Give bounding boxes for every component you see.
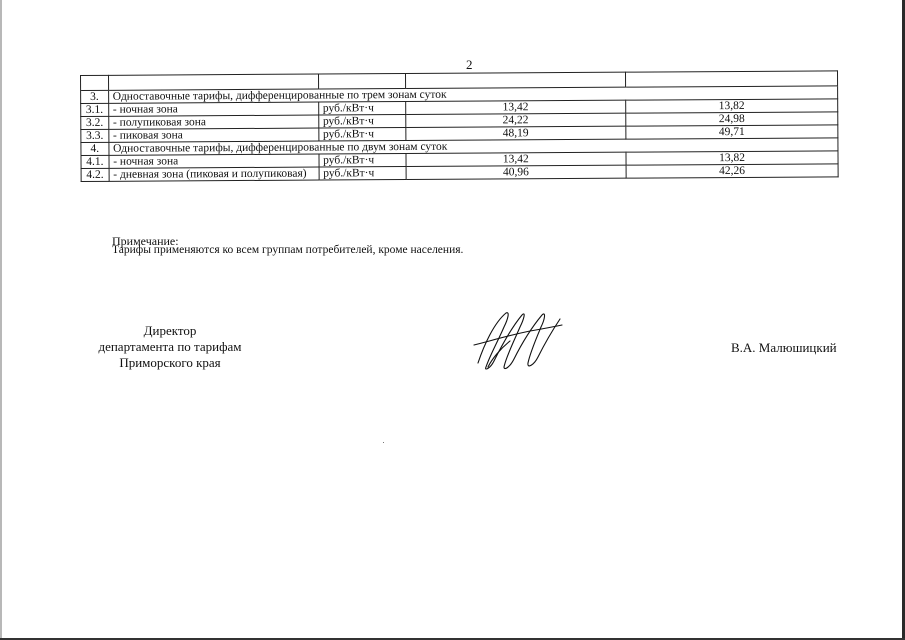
row-label: - пиковая зона xyxy=(108,128,318,142)
row-label: - ночная зона xyxy=(108,102,318,116)
row-value-2: 49,71 xyxy=(626,125,838,139)
row-value-1: 13,42 xyxy=(406,152,626,166)
scan-speck xyxy=(383,442,384,443)
row-value-2: 42,26 xyxy=(626,164,838,178)
position-line-1: Директор xyxy=(143,323,197,338)
position-line-2: департамента по тарифам xyxy=(98,339,242,354)
row-value-2: 13,82 xyxy=(626,99,838,113)
handwritten-signature xyxy=(470,305,565,375)
row-unit: руб./кВт·ч xyxy=(318,102,405,116)
row-label: - ночная зона xyxy=(109,154,319,168)
row-value-2: 13,82 xyxy=(626,151,838,165)
row-unit: руб./кВт·ч xyxy=(318,115,405,129)
signatory-name: В.А. Малюшицкий xyxy=(731,340,837,355)
row-value-1: 13,42 xyxy=(405,100,625,114)
row-value-1: 40,96 xyxy=(406,165,626,179)
row-label: - полупиковая зона xyxy=(108,115,318,129)
row-number: 4. xyxy=(81,142,109,155)
row-number: 4.1. xyxy=(81,155,109,168)
page-number: 2 xyxy=(466,57,473,72)
section-label: Одноставочные тарифы, дифференцированные по трем зонам суток xyxy=(108,86,837,103)
row-number: 4.2. xyxy=(81,168,109,181)
row-value-1: 48,19 xyxy=(406,126,626,140)
scan-left-edge xyxy=(0,0,2,640)
row-unit: руб./кВт·ч xyxy=(318,128,405,142)
row-number: 3.3. xyxy=(81,129,109,142)
row-value-1: 24,22 xyxy=(405,113,625,127)
section-label: Одноставочные тарифы, дифференцированные по двум зонам суток xyxy=(109,138,838,155)
row-value-2: 24,98 xyxy=(626,112,838,126)
note-text: Тарифы применяются ко всем группам потребителей, кроме населения. xyxy=(112,244,464,256)
row-number: 3.2. xyxy=(81,116,109,129)
row-unit: руб./кВт·ч xyxy=(319,154,406,168)
signatory-position xyxy=(85,323,255,371)
tariff-table xyxy=(80,70,839,182)
note-title: Примечание: xyxy=(112,234,179,248)
row-number: 3.1. xyxy=(81,103,109,116)
row-label: - дневная зона (пиковая и полупиковая) xyxy=(109,167,319,181)
position-line-3: Приморского края xyxy=(119,355,221,370)
row-number: 3. xyxy=(81,90,109,103)
row-unit: руб./кВт·ч xyxy=(319,167,406,181)
